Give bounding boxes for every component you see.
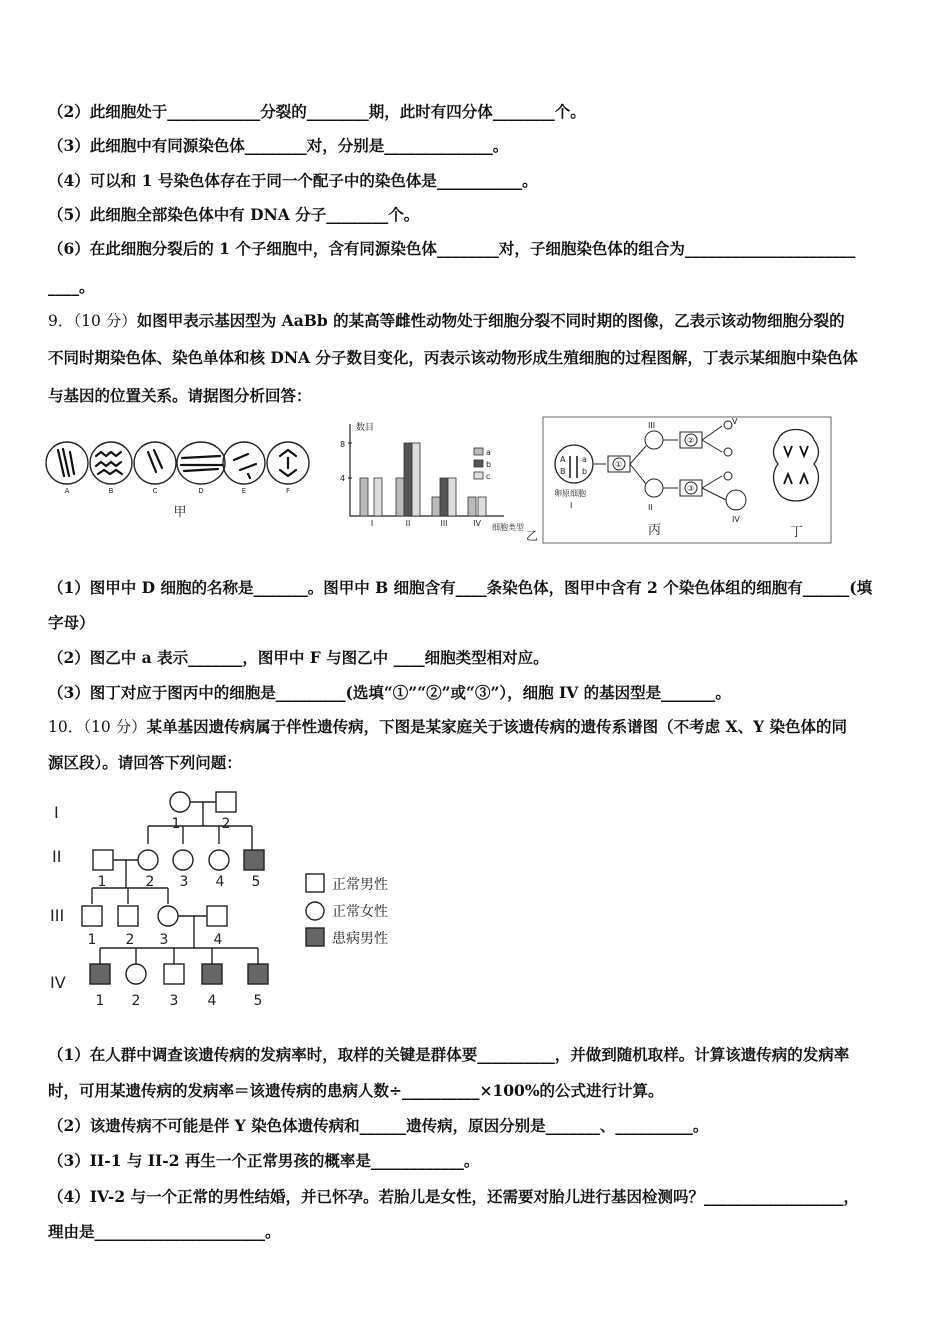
legend-normal-female-icon [306, 902, 324, 920]
q10-score: （10 分） [83, 718, 147, 736]
cell-label-C: C [152, 487, 158, 495]
IV-4 [202, 964, 222, 984]
q8-item-2: （2）此细胞处于____________分裂的________期，此时有四分体________个。 [48, 102, 586, 121]
cell-label-B: B [108, 487, 114, 495]
q8-item-3: （3）此细胞中有同源染色体________对，分别是______________。 [48, 136, 509, 155]
label-II-5: 5 [251, 874, 261, 890]
label-III-4: 4 [213, 932, 223, 948]
yi-legend-swatch-b [474, 460, 483, 467]
label-II-4: 4 [215, 874, 225, 890]
yi-bar-III-a [432, 497, 440, 516]
cell-D [177, 442, 225, 484]
yi-legend-a: a [486, 448, 491, 457]
gene-A: A [560, 455, 566, 464]
q8-item-6: （6）在此细胞分裂后的 1 个子细胞中，含有同源染色体________对，子细胞染色体的组合为______________________ [48, 239, 856, 258]
yi-legend-c: c [486, 472, 491, 481]
III-1 [82, 906, 102, 926]
figure-jia [44, 438, 312, 520]
yi-ytick-8: 8 [340, 440, 346, 449]
label-II-2: 2 [145, 874, 155, 890]
II-2 [138, 850, 158, 870]
yi-ytick-4: 4 [340, 474, 346, 483]
q8-item-6-cont: ____。 [48, 277, 95, 296]
II-4 [209, 850, 229, 870]
oogonium-label: 卵原细胞 [554, 489, 586, 498]
yi-category-II: II [405, 519, 411, 528]
cell-III [645, 431, 663, 449]
cell-C [134, 442, 176, 484]
roman-II: II [648, 503, 653, 512]
cell-label-D: D [198, 487, 204, 495]
yi-bar-III-b [440, 478, 448, 516]
label-I-2: 2 [221, 816, 231, 832]
q9-item-1: （1）图甲中 D 细胞的名称是_______。图甲中 B 细胞含有____条染色体，图甲中含有 2 个染色体组的细胞有______(填 [48, 578, 873, 597]
q10-number: 10． [48, 718, 84, 736]
label-II-3: 3 [179, 874, 189, 890]
q8-item-4: （4）可以和 1 号染色体存在于同一个配子中的染色体是___________。 [48, 171, 538, 190]
yi-bar-IV-c [478, 497, 486, 516]
q9-score: （10 分） [73, 312, 137, 330]
III-2 [118, 906, 138, 926]
cell-II [645, 479, 663, 497]
I-2 [216, 792, 236, 812]
label-III-3: 3 [159, 932, 169, 948]
polar-body-2 [724, 448, 732, 456]
III-4 [207, 906, 227, 926]
yi-category-I: I [370, 519, 374, 528]
legend-affected-male: 患病男性 [332, 931, 388, 947]
figure-yi-caption: 乙 [526, 529, 539, 543]
generation-IV: IV [50, 973, 66, 992]
figure-yi [336, 418, 548, 544]
q9-item-2: （2）图乙中 a 表示_______，图甲中 F 与图乙中 ____细胞类型相对应。 [48, 648, 549, 667]
generation-I: I [54, 803, 59, 822]
cell-label-A: A [64, 487, 70, 495]
circled-1: ① [615, 460, 623, 469]
IV-2 [126, 964, 146, 984]
figure-ding-cell [774, 430, 819, 502]
label-II-1: 1 [97, 874, 107, 890]
roman-III: III [648, 421, 656, 430]
yi-legend-swatch-c [474, 472, 483, 479]
II-5 [244, 850, 264, 870]
label-IV-5: 5 [253, 993, 263, 1009]
gene-b: b [582, 467, 588, 476]
roman-IV: IV [732, 515, 740, 524]
legend-affected-male-icon [306, 928, 324, 946]
yi-bar-I-a [360, 478, 368, 516]
legend-normal-female: 正常女性 [332, 904, 388, 920]
q10-item-1-cont: 时，可用某遗传病的发病率＝该遗传病的患病人数÷__________×100%的公式进行计算。 [48, 1081, 664, 1100]
cell-label-E: E [241, 487, 247, 495]
yi-x-axis-label: 细胞类型 [492, 523, 524, 532]
label-IV-4: 4 [207, 993, 217, 1009]
yi-category-IV: IV [473, 519, 481, 528]
yi-bar-II-a [396, 478, 404, 516]
label-IV-2: 2 [131, 993, 141, 1009]
roman-I: I [570, 501, 573, 510]
I-1 [170, 792, 190, 812]
q10-stem-line-2: 源区段）。请回答下列问题： [48, 753, 242, 772]
q10-item-2: （2）该遗传病不可能是伴 Y 染色体遗传病和______遗传病，原因分别是_______、__________。 [48, 1116, 709, 1135]
circled-2: ② [687, 436, 695, 445]
yi-legend-swatch-a [474, 448, 483, 455]
label-III-1: 1 [87, 932, 97, 948]
q9-stem-line-3: 与基因的位置关系。请据图分析回答： [48, 386, 312, 405]
IV-5 [248, 964, 268, 984]
label-I-1: 1 [171, 816, 181, 832]
q10-item-3: （3）II-1 与 II-2 再生一个正常男孩的概率是____________。 [48, 1151, 480, 1170]
q10-item-1: （1）在人群中调查该遗传病的发病率时，取样的关键是群体要__________，并做到随机取样。计算该遗传病的发病率 [48, 1045, 850, 1064]
yi-bar-IV-a [468, 497, 476, 516]
yi-bar-II-b [404, 443, 412, 516]
yi-bar-I-c [374, 478, 382, 516]
q10-item-4: （4）IV-2 与一个正常的男性结婚，并已怀孕。若胎儿是女性，还需要对胎儿进行基因检测吗？__________________， [48, 1187, 860, 1206]
q10-item-5: 理由是______________________。 [48, 1222, 281, 1241]
figure-ding-caption: 丁 [790, 525, 804, 540]
roman-V: V [732, 417, 738, 426]
III-3 [158, 906, 178, 926]
cell-label-F: F [285, 487, 291, 495]
generation-III: III [50, 906, 65, 925]
pedigree-chart [44, 788, 404, 1018]
circled-3: ③ [687, 484, 695, 493]
q8-item-5: （5）此细胞全部染色体中有 DNA 分子________个。 [48, 205, 420, 224]
q10-stem-1: 某单基因遗传病属于伴性遗传病，下图是某家庭关于该遗传病的遗传系谱图（不考虑 X、Y 染色体的同 [146, 717, 848, 736]
q9-item-1-cont: 字母） [48, 613, 95, 632]
q9-number: 9． [48, 312, 74, 330]
label-IV-3: 3 [169, 993, 179, 1009]
figure-bing-caption: 丙 [648, 523, 662, 538]
figure-jia-caption: 甲 [173, 505, 187, 520]
q10-stem-line-1 [48, 716, 908, 738]
polar-body-3 [724, 472, 732, 480]
egg-cell-IV [726, 490, 746, 510]
q9-stem-line-1 [48, 310, 908, 332]
legend-normal-male: 正常男性 [332, 877, 388, 893]
legend-normal-male-icon [306, 874, 324, 892]
IV-1 [90, 964, 110, 984]
label-IV-1: 1 [95, 993, 105, 1009]
yi-bar-II-c [412, 443, 420, 516]
yi-legend-b: b [486, 460, 492, 469]
generation-II: II [52, 847, 62, 866]
q9-stem-1: 如图甲表示基因型为 AaBb 的某高等雌性动物处于细胞分裂不同时期的图像，乙表示该动物细胞分裂的 [136, 311, 845, 330]
oogonium-cell [555, 445, 593, 483]
polar-body-1 [724, 421, 732, 429]
yi-y-axis-label: 数目 [356, 423, 375, 433]
label-III-2: 2 [125, 932, 135, 948]
II-1 [93, 850, 113, 870]
gene-B: B [560, 467, 566, 476]
gene-a: a [582, 455, 587, 464]
figure-bing-ding [542, 416, 832, 546]
yi-bar-III-c [448, 478, 456, 516]
cell-E [223, 442, 265, 484]
II-3 [173, 850, 193, 870]
q9-item-3: （3）图丁对应于图丙中的细胞是_________(选填“①”“②”或“③”），细胞 IV 的基因型是_______。 [48, 683, 731, 702]
yi-category-III: III [440, 519, 448, 528]
IV-3 [164, 964, 184, 984]
q9-stem-line-2: 不同时期染色体、染色单体和核 DNA 分子数目变化，丙表示该动物形成生殖细胞的过程图解，丁表示某细胞中染色体 [48, 348, 858, 367]
